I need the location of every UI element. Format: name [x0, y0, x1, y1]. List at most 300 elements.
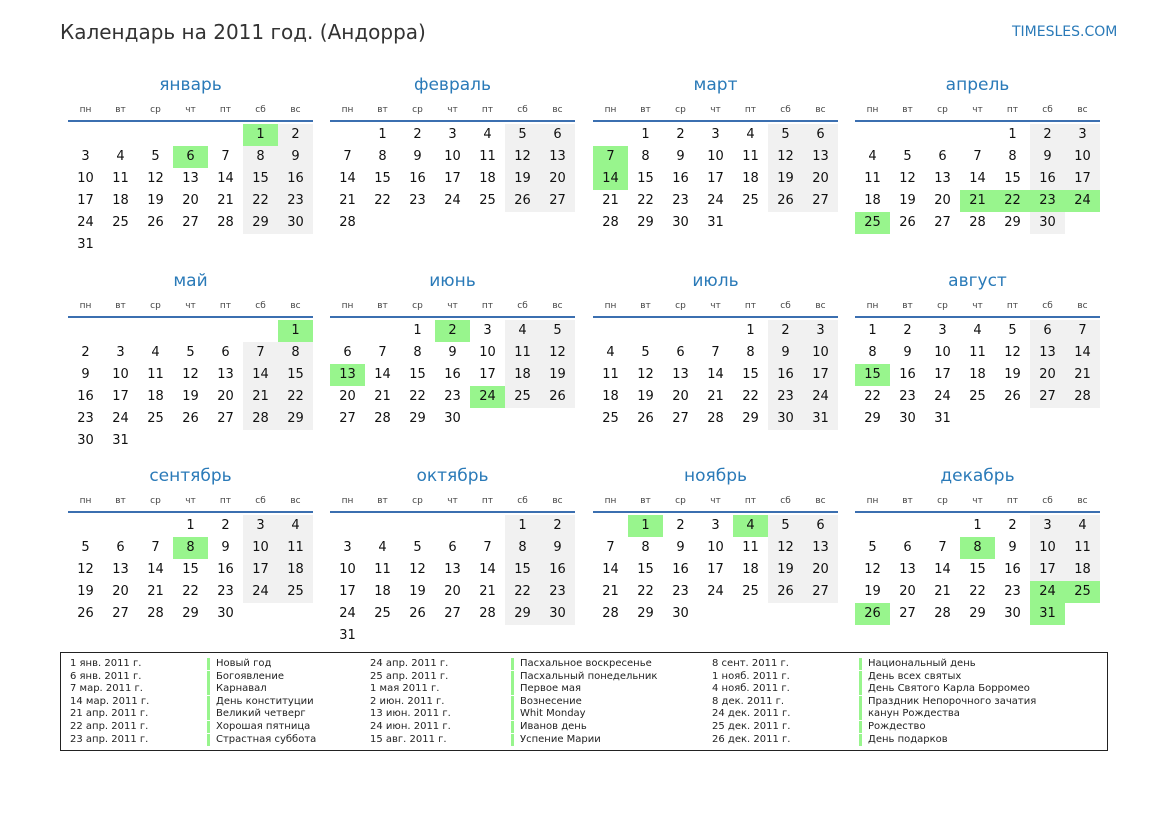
calendar-day: 15 — [182, 562, 199, 577]
calendar-day: 8 — [378, 149, 387, 164]
calendar-day: 9 — [413, 149, 422, 164]
calendar-day: 29 — [278, 408, 313, 430]
weekday-label: вт — [377, 105, 388, 115]
calendar-day: 1 — [505, 515, 540, 537]
calendar-day: 27 — [112, 606, 129, 621]
weekday-label: вт — [902, 496, 913, 506]
calendar-day: 15 — [637, 562, 654, 577]
calendar-day: 16 — [768, 364, 803, 386]
calendar-day: 10 — [243, 537, 278, 559]
holiday-day: 6 — [173, 146, 208, 168]
calendar-day: 22 — [864, 389, 881, 404]
calendar-day: 28 — [934, 606, 951, 621]
calendar-day: 5 — [186, 345, 195, 360]
legend-date: 15 авг. 2011 г. — [370, 733, 447, 745]
calendar-day: 18 — [1065, 559, 1100, 581]
calendar-day: 26 — [505, 190, 540, 212]
calendar-day: 26 — [409, 606, 426, 621]
legend-date: 13 июн. 2011 г. — [370, 708, 451, 720]
weekday-label: пт — [481, 496, 494, 506]
calendar-day: 10 — [803, 342, 838, 364]
calendar-day: 8 — [1008, 149, 1017, 164]
calendar-day: 15 — [243, 168, 278, 190]
calendar-day: 16 — [1030, 168, 1065, 190]
weekday-label: вс — [552, 105, 563, 115]
calendar-day: 28 — [707, 411, 724, 426]
calendar-day: 16 — [1004, 562, 1021, 577]
weekday-label: ср — [675, 105, 686, 115]
weekday-label: пн — [79, 301, 92, 311]
calendar-day: 21 — [934, 584, 951, 599]
calendar-day: 23 — [899, 389, 916, 404]
calendar-day: 20 — [1030, 364, 1065, 386]
calendar-day: 7 — [938, 540, 947, 555]
calendar-day: 5 — [151, 149, 160, 164]
calendar-day: 4 — [746, 127, 755, 142]
calendar-day: 1 — [641, 127, 650, 142]
calendar-day: 10 — [112, 367, 129, 382]
calendar-day: 3 — [116, 345, 125, 360]
calendar-day: 7 — [711, 345, 720, 360]
calendar-day: 16 — [444, 367, 461, 382]
calendar-day: 26 — [182, 411, 199, 426]
calendar-day: 23 — [672, 193, 689, 208]
month-divider — [593, 120, 838, 122]
calendar-day: 28 — [479, 606, 496, 621]
calendar-day: 24 — [243, 581, 278, 603]
calendar-day: 30 — [77, 433, 94, 448]
weekday-label: вс — [290, 105, 301, 115]
calendar-day: 17 — [934, 367, 951, 382]
calendar-day: 24 — [707, 584, 724, 599]
weekday-label: чт — [972, 496, 983, 506]
holiday-day: 31 — [1030, 603, 1065, 625]
weekday-label: пн — [604, 496, 617, 506]
calendar-day: 30 — [672, 215, 689, 230]
calendar-day: 20 — [899, 584, 916, 599]
weekday-label: вт — [640, 105, 651, 115]
weekday-label: чт — [710, 496, 721, 506]
calendar-day: 8 — [413, 345, 422, 360]
calendar-day: 14 — [602, 562, 619, 577]
legend-holiday-name: Великий четверг — [207, 708, 306, 720]
site-link[interactable]: TIMESLES.COM — [1012, 24, 1118, 40]
weekday-label: вт — [115, 496, 126, 506]
calendar-day: 20 — [182, 193, 199, 208]
calendar-day: 9 — [278, 146, 313, 168]
calendar-day: 26 — [1004, 389, 1021, 404]
weekday-label: вс — [552, 496, 563, 506]
calendar-day: 2 — [1008, 518, 1017, 533]
calendar-day: 6 — [448, 540, 457, 555]
calendar-day: 19 — [899, 193, 916, 208]
calendar-day: 16 — [899, 367, 916, 382]
calendar-day: 19 — [77, 584, 94, 599]
calendar-day: 15 — [637, 171, 654, 186]
weekday-label: ср — [937, 301, 948, 311]
calendar-day: 4 — [505, 320, 540, 342]
legend-date: 24 апр. 2011 г. — [370, 658, 449, 669]
holiday-day: 26 — [855, 603, 890, 625]
legend-date: 2 июн. 2011 г. — [370, 695, 445, 707]
calendar-day: 28 — [969, 215, 986, 230]
month-name: июль — [692, 271, 739, 291]
calendar-day: 13 — [934, 171, 951, 186]
calendar-day: 17 — [707, 562, 724, 577]
calendar-day: 29 — [864, 411, 881, 426]
calendar-day: 19 — [1004, 367, 1021, 382]
calendar-day: 20 — [540, 168, 575, 190]
calendar-day: 5 — [868, 540, 877, 555]
legend-holiday-name: День Святого Карла Борромео — [859, 683, 1030, 695]
calendar-day: 29 — [742, 411, 759, 426]
calendar-day: 4 — [868, 149, 877, 164]
calendar-day: 27 — [672, 411, 689, 426]
weekday-label: сб — [1042, 301, 1053, 311]
legend-date: 8 сент. 2011 г. — [712, 658, 789, 669]
calendar-day: 27 — [217, 411, 234, 426]
weekday-label: сб — [517, 105, 528, 115]
legend-holiday-name: Карнавал — [207, 683, 267, 695]
calendar-day: 5 — [505, 124, 540, 146]
calendar-day: 18 — [112, 193, 129, 208]
legend-date: 21 апр. 2011 г. — [70, 708, 149, 720]
month-name: июнь — [429, 271, 476, 291]
calendar-day: 27 — [1030, 386, 1065, 408]
calendar-day: 27 — [803, 190, 838, 212]
weekday-label: пт — [1006, 105, 1019, 115]
calendar-day: 24 — [707, 193, 724, 208]
weekday-label: вт — [115, 105, 126, 115]
calendar-day: 9 — [768, 342, 803, 364]
calendar-day: 9 — [448, 345, 457, 360]
calendar-day: 17 — [1030, 559, 1065, 581]
legend-holiday-name: Страстная суббота — [207, 734, 316, 746]
legend-date: 25 апр. 2011 г. — [370, 670, 449, 682]
calendar-day: 20 — [803, 559, 838, 581]
weekday-label: пн — [604, 301, 617, 311]
calendar-day: 26 — [637, 411, 654, 426]
calendar-day: 7 — [243, 342, 278, 364]
calendar-day: 5 — [1008, 323, 1017, 338]
holiday-legend — [60, 652, 1108, 751]
weekday-label: чт — [447, 301, 458, 311]
calendar-day: 13 — [803, 537, 838, 559]
weekday-label: ср — [937, 496, 948, 506]
calendar-day: 5 — [641, 345, 650, 360]
weekday-label: сб — [780, 496, 791, 506]
calendar-day: 9 — [1030, 146, 1065, 168]
weekday-label: сб — [1042, 105, 1053, 115]
holiday-day: 22 — [995, 190, 1030, 212]
calendar-day: 18 — [742, 562, 759, 577]
calendar-day: 12 — [768, 146, 803, 168]
calendar-day: 13 — [182, 171, 199, 186]
calendar-day: 15 — [374, 171, 391, 186]
calendar-day: 13 — [112, 562, 129, 577]
weekday-label: чт — [185, 496, 196, 506]
calendar-day: 14 — [217, 171, 234, 186]
weekday-label: чт — [710, 105, 721, 115]
calendar-day: 28 — [374, 411, 391, 426]
month-name: сентябрь — [149, 466, 232, 486]
weekday-label: пт — [219, 301, 232, 311]
calendar-day: 11 — [864, 171, 881, 186]
weekday-label: пн — [79, 105, 92, 115]
weekday-label: пт — [1006, 301, 1019, 311]
holiday-day: 4 — [733, 515, 768, 537]
weekday-label: сб — [255, 301, 266, 311]
calendar-day: 20 — [112, 584, 129, 599]
month-name: май — [173, 271, 208, 291]
legend-date: 23 апр. 2011 г. — [70, 733, 149, 745]
calendar-day: 1 — [973, 518, 982, 533]
calendar-day: 14 — [969, 171, 986, 186]
calendar-day: 2 — [768, 320, 803, 342]
calendar-day: 25 — [278, 581, 313, 603]
month-divider — [68, 120, 313, 122]
legend-date: 1 янв. 2011 г. — [70, 658, 142, 669]
calendar-day: 18 — [374, 584, 391, 599]
month-name: апрель — [945, 75, 1010, 95]
weekday-label: ср — [150, 496, 161, 506]
month-divider — [855, 511, 1100, 513]
calendar-day: 8 — [505, 537, 540, 559]
calendar-day: 9 — [1008, 540, 1017, 555]
calendar-day: 26 — [768, 190, 803, 212]
calendar-day: 26 — [899, 215, 916, 230]
calendar-day: 15 — [409, 367, 426, 382]
calendar-day: 29 — [637, 606, 654, 621]
calendar-day: 3 — [1065, 124, 1100, 146]
weekday-label: сб — [255, 496, 266, 506]
calendar-day: 24 — [934, 389, 951, 404]
calendar-day: 4 — [1065, 515, 1100, 537]
legend-date: 1 нояб. 2011 г. — [712, 670, 790, 682]
holiday-day: 25 — [855, 212, 890, 234]
calendar-day: 24 — [803, 386, 838, 408]
calendar-day: 12 — [505, 146, 540, 168]
calendar-day: 22 — [278, 386, 313, 408]
calendar-day: 10 — [77, 171, 94, 186]
legend-holiday-name: Новый год — [207, 658, 271, 670]
calendar-day: 24 — [112, 411, 129, 426]
calendar-day: 12 — [1004, 345, 1021, 360]
calendar-day: 7 — [1065, 320, 1100, 342]
calendar-day: 12 — [147, 171, 164, 186]
calendar-day: 22 — [969, 584, 986, 599]
calendar-day: 27 — [182, 215, 199, 230]
calendar-day: 21 — [339, 193, 356, 208]
weekday-label: сб — [1042, 496, 1053, 506]
calendar-day: 30 — [1004, 606, 1021, 621]
legend-date: 4 нояб. 2011 г. — [712, 683, 790, 695]
weekday-label: вт — [640, 496, 651, 506]
calendar-day: 19 — [768, 168, 803, 190]
weekday-label: пт — [1006, 496, 1019, 506]
calendar-day: 6 — [540, 124, 575, 146]
calendar-day: 17 — [77, 193, 94, 208]
calendar-day: 25 — [374, 606, 391, 621]
weekday-label: пн — [866, 496, 879, 506]
calendar-day: 1 — [746, 323, 755, 338]
calendar-day: 2 — [1030, 124, 1065, 146]
calendar-day: 12 — [768, 537, 803, 559]
legend-date: 7 мар. 2011 г. — [70, 683, 143, 695]
weekday-label: пт — [744, 301, 757, 311]
calendar-day: 9 — [81, 367, 90, 382]
legend-holiday-name: Национальный день — [859, 658, 976, 670]
calendar-day: 14 — [243, 364, 278, 386]
weekday-label: сб — [517, 301, 528, 311]
calendar-day: 12 — [637, 367, 654, 382]
calendar-day: 19 — [182, 389, 199, 404]
calendar-day: 30 — [540, 603, 575, 625]
month-name: январь — [159, 75, 222, 95]
calendar-day: 9 — [903, 345, 912, 360]
calendar-day: 19 — [409, 584, 426, 599]
calendar-day: 6 — [676, 345, 685, 360]
calendar-day: 22 — [409, 389, 426, 404]
calendar-day: 19 — [147, 193, 164, 208]
calendar-day: 1 — [378, 127, 387, 142]
legend-holiday-name: Пасхальное воскресенье — [511, 658, 652, 670]
calendar-day: 12 — [540, 342, 575, 364]
calendar-day: 2 — [540, 515, 575, 537]
weekday-label: вт — [377, 496, 388, 506]
holiday-day: 14 — [593, 168, 628, 190]
calendar-day: 30 — [672, 606, 689, 621]
calendar-day: 19 — [864, 584, 881, 599]
legend-holiday-name: День подарков — [859, 734, 948, 746]
calendar-day: 14 — [707, 367, 724, 382]
calendar-day: 25 — [969, 389, 986, 404]
calendar-day: 26 — [77, 606, 94, 621]
calendar-day: 20 — [217, 389, 234, 404]
legend-holiday-name: Праздник Непорочного зачатия — [859, 696, 1036, 708]
holiday-day: 1 — [243, 124, 278, 146]
calendar-day: 15 — [742, 367, 759, 382]
holiday-day: 15 — [855, 364, 890, 386]
calendar-day: 25 — [505, 386, 540, 408]
holiday-day: 24 — [1030, 581, 1065, 603]
legend-date: 6 янв. 2011 г. — [70, 670, 142, 682]
calendar-day: 24 — [339, 606, 356, 621]
calendar-day: 2 — [221, 518, 230, 533]
calendar-day: 11 — [479, 149, 496, 164]
calendar-day: 3 — [81, 149, 90, 164]
legend-date: 14 мар. 2011 г. — [70, 695, 150, 707]
legend-holiday-name: Хорошая пятница — [207, 721, 310, 733]
calendar-day: 22 — [637, 193, 654, 208]
calendar-day: 26 — [147, 215, 164, 230]
holiday-day: 21 — [960, 190, 995, 212]
legend-holiday-name: День всех святых — [859, 671, 961, 683]
weekday-label: чт — [447, 105, 458, 115]
calendar-day: 5 — [768, 124, 803, 146]
calendar-day: 15 — [969, 562, 986, 577]
weekday-label: вт — [640, 301, 651, 311]
calendar-day: 9 — [676, 149, 685, 164]
calendar-day: 14 — [339, 171, 356, 186]
calendar-day: 1 — [413, 323, 422, 338]
holiday-day: 1 — [278, 320, 313, 342]
calendar-day: 6 — [803, 515, 838, 537]
weekday-label: сб — [255, 105, 266, 115]
calendar-day: 19 — [637, 389, 654, 404]
calendar-day: 10 — [1065, 146, 1100, 168]
calendar-day: 7 — [221, 149, 230, 164]
calendar-day: 10 — [444, 149, 461, 164]
calendar-day: 11 — [1065, 537, 1100, 559]
weekday-label: вт — [902, 301, 913, 311]
calendar-day: 29 — [409, 411, 426, 426]
month-divider — [855, 120, 1100, 122]
calendar-day: 18 — [505, 364, 540, 386]
calendar-day: 12 — [409, 562, 426, 577]
legend-date: 1 мая 2011 г. — [370, 683, 440, 695]
calendar-day: 22 — [505, 581, 540, 603]
calendar-day: 21 — [479, 584, 496, 599]
calendar-day: 10 — [707, 149, 724, 164]
calendar-day: 21 — [707, 389, 724, 404]
calendar-day: 29 — [1004, 215, 1021, 230]
weekday-label: вс — [552, 301, 563, 311]
calendar-day: 10 — [707, 540, 724, 555]
calendar-day: 29 — [243, 212, 278, 234]
weekday-label: ср — [675, 301, 686, 311]
calendar-day: 3 — [711, 518, 720, 533]
calendar-day: 18 — [479, 171, 496, 186]
weekday-label: вс — [290, 301, 301, 311]
calendar-day: 13 — [1030, 342, 1065, 364]
calendar-day: 6 — [1030, 320, 1065, 342]
calendar-day: 14 — [479, 562, 496, 577]
calendar-day: 24 — [77, 215, 94, 230]
calendar-day: 28 — [602, 215, 619, 230]
calendar-day: 13 — [672, 367, 689, 382]
calendar-day: 27 — [803, 581, 838, 603]
calendar-day: 8 — [243, 146, 278, 168]
calendar-day: 20 — [803, 168, 838, 190]
calendar-day: 20 — [444, 584, 461, 599]
weekday-label: ср — [412, 105, 423, 115]
calendar-day: 11 — [969, 345, 986, 360]
calendar-day: 5 — [903, 149, 912, 164]
weekday-label: пн — [79, 496, 92, 506]
calendar-day: 11 — [602, 367, 619, 382]
calendar-day: 27 — [444, 606, 461, 621]
calendar-day: 17 — [112, 389, 129, 404]
calendar-day: 28 — [1065, 386, 1100, 408]
calendar-day: 30 — [768, 408, 803, 430]
calendar-day: 7 — [378, 345, 387, 360]
calendar-day: 5 — [540, 320, 575, 342]
calendar-day: 31 — [707, 215, 724, 230]
calendar-day: 22 — [182, 584, 199, 599]
calendar-day: 23 — [540, 581, 575, 603]
calendar-day: 2 — [413, 127, 422, 142]
calendar-day: 17 — [339, 584, 356, 599]
weekday-label: пн — [866, 301, 879, 311]
legend-date: 24 июн. 2011 г. — [370, 721, 451, 732]
calendar-day: 17 — [707, 171, 724, 186]
weekday-label: пт — [481, 301, 494, 311]
calendar-day: 17 — [444, 171, 461, 186]
legend-holiday-name: Вознесение — [511, 696, 582, 708]
calendar-day: 13 — [217, 367, 234, 382]
calendar-day: 21 — [243, 386, 278, 408]
